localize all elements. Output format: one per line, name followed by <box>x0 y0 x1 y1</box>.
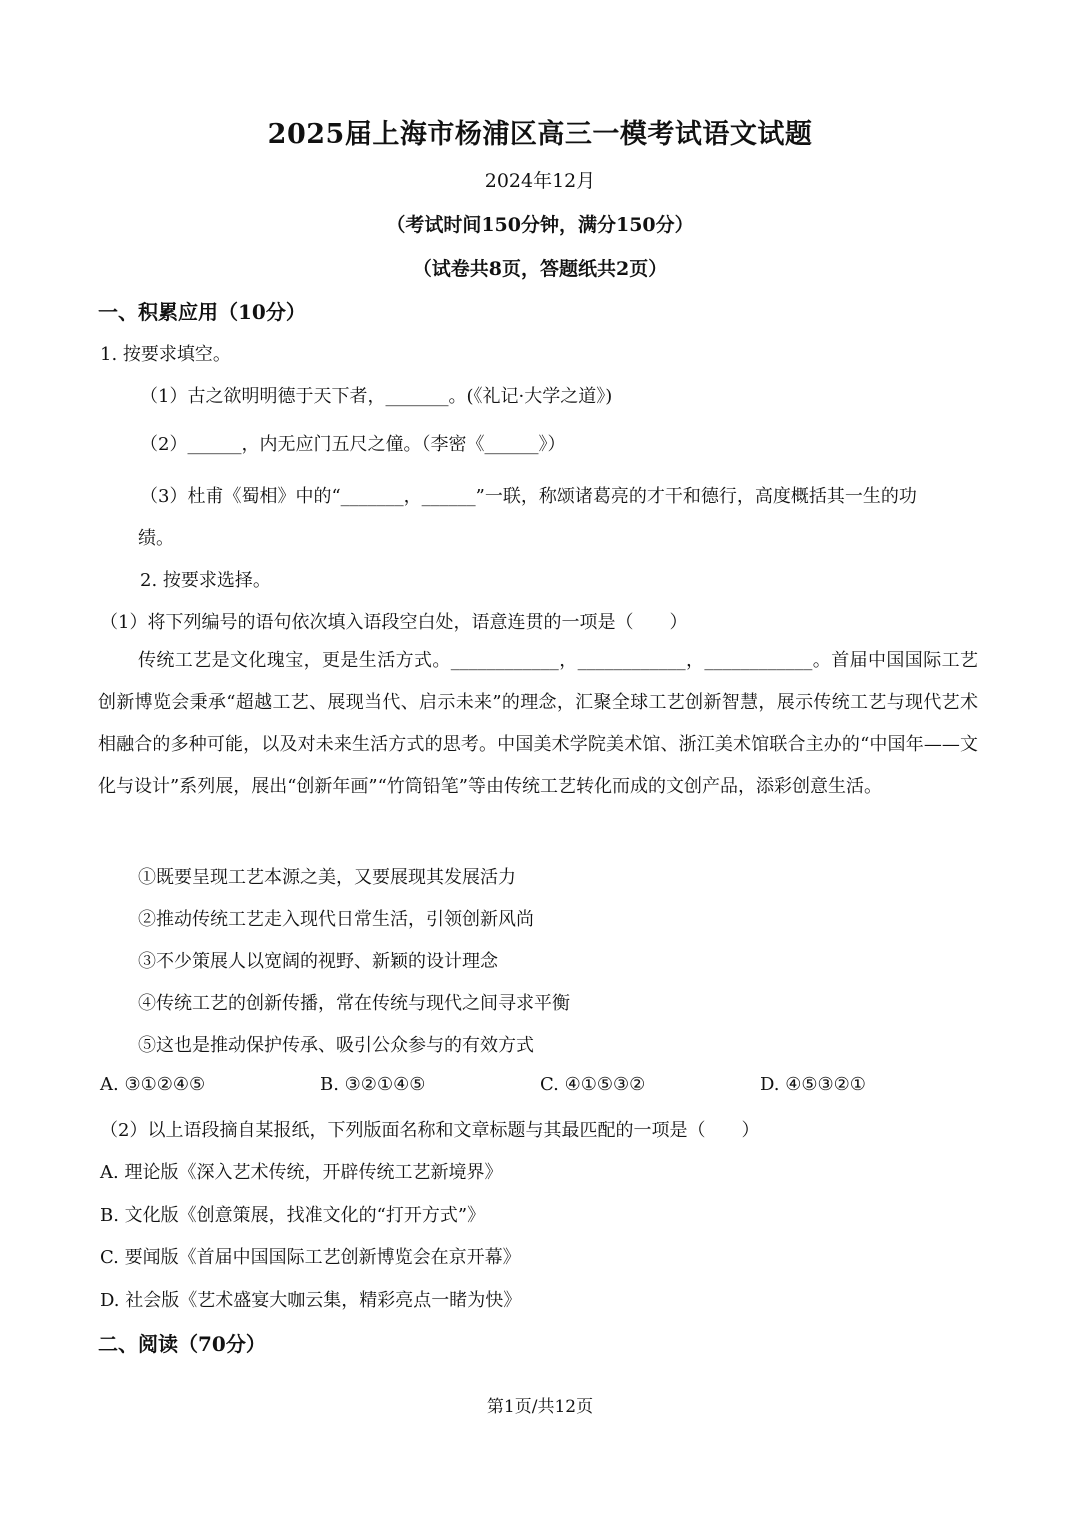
q2-part2: （2）以上语段摘自某报纸，下列版面名称和文章标题与其最匹配的一项是（ ） <box>100 1120 760 1141</box>
section1-heading: 一、积累应用（10分） <box>98 300 306 324</box>
option-a: A. 理论版《深入艺术传统，开辟传统工艺新境界》 <box>100 1162 503 1183</box>
exam-title: 2025届上海市杨浦区高三一模考试语文试题 <box>267 119 813 150</box>
choice-d: D. ④⑤③②① <box>760 1074 866 1095</box>
q1-item-2: （2）______，内无应门五尺之僮。（李密《______》） <box>140 434 566 455</box>
sentence-3: ③不少策展人以宽阔的视野、新颖的设计理念 <box>138 951 498 972</box>
choice-b: B. ③②①④⑤ <box>320 1074 426 1095</box>
option-d: D. 社会版《艺术盛宴大咖云集，精彩亮点一睹为快》 <box>100 1290 522 1311</box>
choice-a: A. ③①②④⑤ <box>100 1074 206 1095</box>
q1-item-3-cont: 绩。 <box>138 528 174 549</box>
choice-c: C. ④①⑤③② <box>540 1074 646 1095</box>
q1-stem: 1. 按要求填空。 <box>100 344 231 365</box>
section2-heading: 二、阅读（70分） <box>98 1332 266 1356</box>
paper-info: （试卷共8页，答题纸共2页） <box>412 258 668 280</box>
q2-stem: 2. 按要求选择。 <box>140 570 271 591</box>
option-c: C. 要闻版《首届中国国际工艺创新博览会在京开幕》 <box>100 1247 521 1268</box>
q1-item-3: （3）杜甫《蜀相》中的“_______，______”一联，称颂诸葛亮的才干和德行，高度概括其一生的功 <box>140 486 917 507</box>
sentence-2: ②推动传统工艺走入现代日常生活，引领创新风尚 <box>138 909 534 930</box>
sentence-5: ⑤这也是推动保护传承、吸引公众参与的有效方式 <box>138 1035 534 1056</box>
exam-time-info: （考试时间150分钟，满分150分） <box>386 214 694 236</box>
q2-passage: 传统工艺是文化瑰宝，更是生活方式。____________，____________，____________。首届中国国际工艺创新博览会秉承“超越工艺、展现当代、启示未来”的理念，汇聚全球工艺创新智慧，展示传统工艺与现代艺术相融合的多种可能，以及对未来生活方式的思考。中国美术学院美术馆、浙江美术馆联合主办的“中国年——文化与设计”系列展，展出“创新年画”“竹筒铅笔”等由传统工艺转化而成的文创产品，添彩创意生活。 <box>98 650 978 797</box>
exam-date: 2024年12月 <box>484 170 596 192</box>
sentence-1: ①既要呈现工艺本源之美，又要展现其发展活力 <box>138 867 516 888</box>
q2-part1: （1）将下列编号的语句依次填入语段空白处，语意连贯的一项是（ ） <box>100 612 688 633</box>
sentence-4: ④传统工艺的创新传播，常在传统与现代之间寻求平衡 <box>138 993 570 1014</box>
option-b: B. 文化版《创意策展，找准文化的“打开方式”》 <box>100 1205 486 1226</box>
q1-item-1: （1）古之欲明明德于天下者，_______。(《礼记·大学之道》) <box>140 386 613 407</box>
page-footer: 第1页/共12页 <box>486 1397 594 1417</box>
